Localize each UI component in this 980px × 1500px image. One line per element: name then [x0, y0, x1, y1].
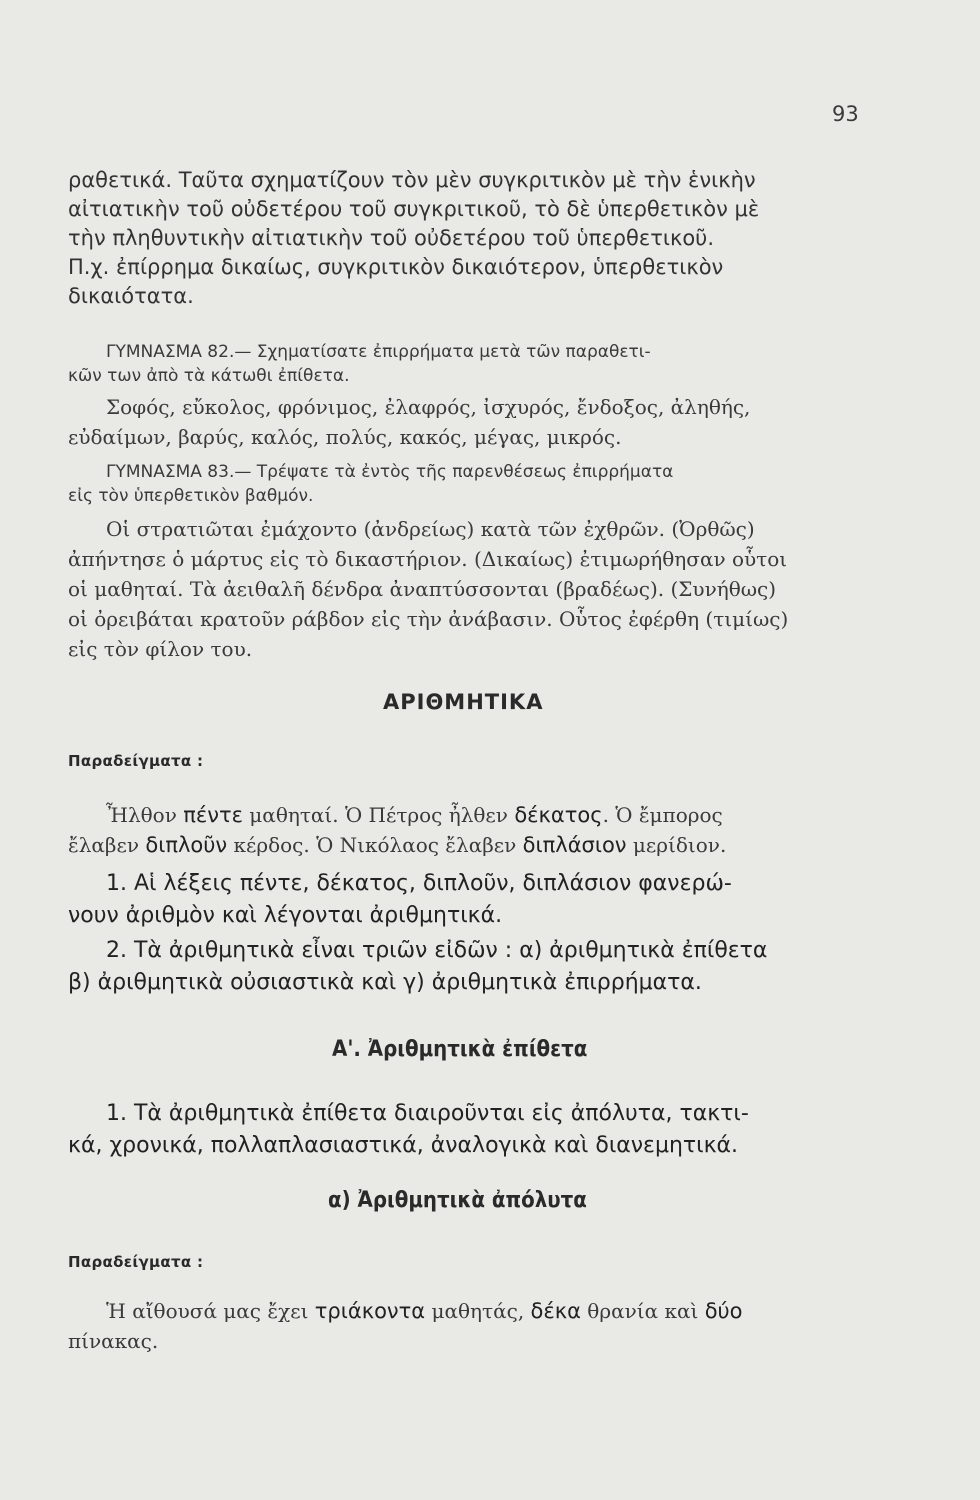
text-line: εἰς τὸν ὑπερθετικὸν βαθμόν.: [68, 486, 314, 506]
exercise-83-instructions: [68, 460, 866, 508]
text-line: 1. Αἱ λέξεις πέντε, δέκατος, διπλοῦν, διπλάσιον φανερώ-: [106, 871, 732, 896]
examples-paragraph-1: [68, 800, 866, 860]
text-line: [68, 830, 866, 860]
text-span: θρανία καὶ: [580, 1299, 705, 1323]
emphasis: δέκατος: [514, 803, 603, 827]
text-line: αἰτιατικὴν τοῦ οὐδετέρου τοῦ συγκριτικοῦ, τὸ δὲ ὑπερθετικὸν μὲ: [68, 197, 760, 221]
exercise-82-words: [68, 392, 866, 452]
emphasis: διπλάσιον: [522, 833, 627, 857]
emphasis: τριάκοντα: [314, 1299, 426, 1323]
text-line: δικαιότατα.: [68, 284, 194, 308]
text-line: [68, 800, 866, 830]
text-line: οἱ ὀρειβάται κρατοῦν ράβδον εἰς τὴν ἀνάβασιν. Οὗτος ἐφέρθη (τιμίως): [68, 607, 789, 631]
rule-2: [68, 935, 866, 999]
text-line: εὐδαίμων, βαρύς, καλός, πολύς, κακός, μέγας, μικρός.: [68, 425, 622, 449]
text-span: μαθηταί. Ὁ Πέτρος ἦλθεν: [242, 803, 515, 827]
text-line: Σοφός, εὔκολος, φρόνιμος, ἐλαφρός, ἰσχυρός, ἔνδοξος, ἀληθής,: [106, 395, 751, 419]
text-line: κά, χρονικά, πολλαπλασιαστικά, ἀναλογικὰ καὶ διανεμητικά.: [68, 1133, 739, 1158]
page-number: 93: [832, 102, 859, 126]
text-span: ἔλαβεν: [68, 833, 146, 857]
text-line: οἱ μαθηταί. Τὰ ἀειθαλῆ δένδρα ἀναπτύσσονται (βραδέως). (Συνήθως): [68, 577, 777, 601]
text-line: νουν ἀριθμὸν καὶ λέγονται ἀριθμητικά.: [68, 903, 503, 928]
emphasis: δύο: [704, 1299, 743, 1323]
rule-1: [68, 868, 866, 932]
text-line: [68, 1296, 866, 1326]
examples-paragraph-2: [68, 1296, 866, 1356]
text-span: . Ὁ ἔμπορος: [602, 803, 723, 827]
text-line: ἀπήντησε ὁ μάρτυς εἰς τὸ δικαστήριον. (Δικαίως) ἐτιμωρήθησαν οὗτοι: [68, 547, 788, 571]
text-span: μαθητάς,: [425, 1299, 531, 1323]
subsection-heading-a: α) Ἀριθμητικὰ ἀπόλυτα: [328, 1188, 587, 1213]
text-line: β) ἀριθμητικὰ οὐσιαστικὰ καὶ γ) ἀριθμητικὰ ἐπιρρήματα.: [68, 970, 702, 995]
text-line: Π.χ. ἐπίρρημα δικαίως, συγκριτικὸν δικαιότερον, ὑπερθετικὸν: [68, 255, 724, 279]
text-line: εἰς τὸν φίλον του.: [68, 637, 253, 661]
text-line: ΓΥΜΝΑΣΜΑ 82.— Σχηματίσατε ἐπιρρήματα μετὰ τῶν παραθετι-: [106, 342, 651, 362]
text-span: Ἡ αἴθουσά μας ἔχει: [106, 1299, 315, 1323]
text-line: 2. Τὰ ἀριθμητικὰ εἶναι τριῶν εἰδῶν : α) ἀριθμητικὰ ἐπίθετα: [106, 938, 768, 963]
text-line: ραθετικά. Ταῦτα σχηματίζουν τὸν μὲν συγκριτικὸν μὲ τὴν ἑνικὴν: [68, 168, 756, 192]
text-line: κῶν των ἀπὸ τὰ κάτωθι ἐπίθετα.: [68, 366, 350, 386]
text-span: κέρδος. Ὁ Νικόλαος ἔλαβεν: [227, 833, 523, 857]
exercise-83-sentences: [68, 514, 866, 664]
text-line: πίνακας.: [68, 1329, 159, 1353]
section-heading-arithmetika: ΑΡΙΘΜΗΤΙΚΑ: [383, 690, 544, 714]
text-line: τὴν πληθυντικὴν αἰτιατικὴν τοῦ οὐδετέρου τοῦ ὑπερθετικοῦ.: [68, 226, 714, 250]
rule-3: [68, 1098, 866, 1162]
text-span: Ἦλθον: [106, 803, 184, 827]
intro-paragraph: [68, 166, 866, 311]
exercise-82-instructions: [68, 340, 866, 388]
subsection-heading-A: Α'. Ἀριθμητικὰ ἐπίθετα: [332, 1037, 588, 1062]
examples-label: Παραδείγματα :: [68, 752, 204, 770]
text-line: Οἱ στρατιῶται ἐμάχοντο (ἀνδρείως) κατὰ τῶν ἐχθρῶν. (Ὀρθῶς): [106, 517, 755, 541]
examples-label-2: Παραδείγματα :: [68, 1253, 204, 1271]
text-line: ΓΥΜΝΑΣΜΑ 83.— Τρέψατε τὰ ἐντὸς τῆς παρενθέσεως ἐπιρρήματα: [106, 462, 674, 482]
emphasis: διπλοῦν: [145, 833, 228, 857]
emphasis: δέκα: [530, 1299, 581, 1323]
emphasis: πέντε: [183, 803, 243, 827]
text-span: μερίδιον.: [626, 833, 727, 857]
text-line: 1. Τὰ ἀριθμητικὰ ἐπίθετα διαιροῦνται εἰς ἀπόλυτα, τακτι-: [106, 1101, 749, 1126]
